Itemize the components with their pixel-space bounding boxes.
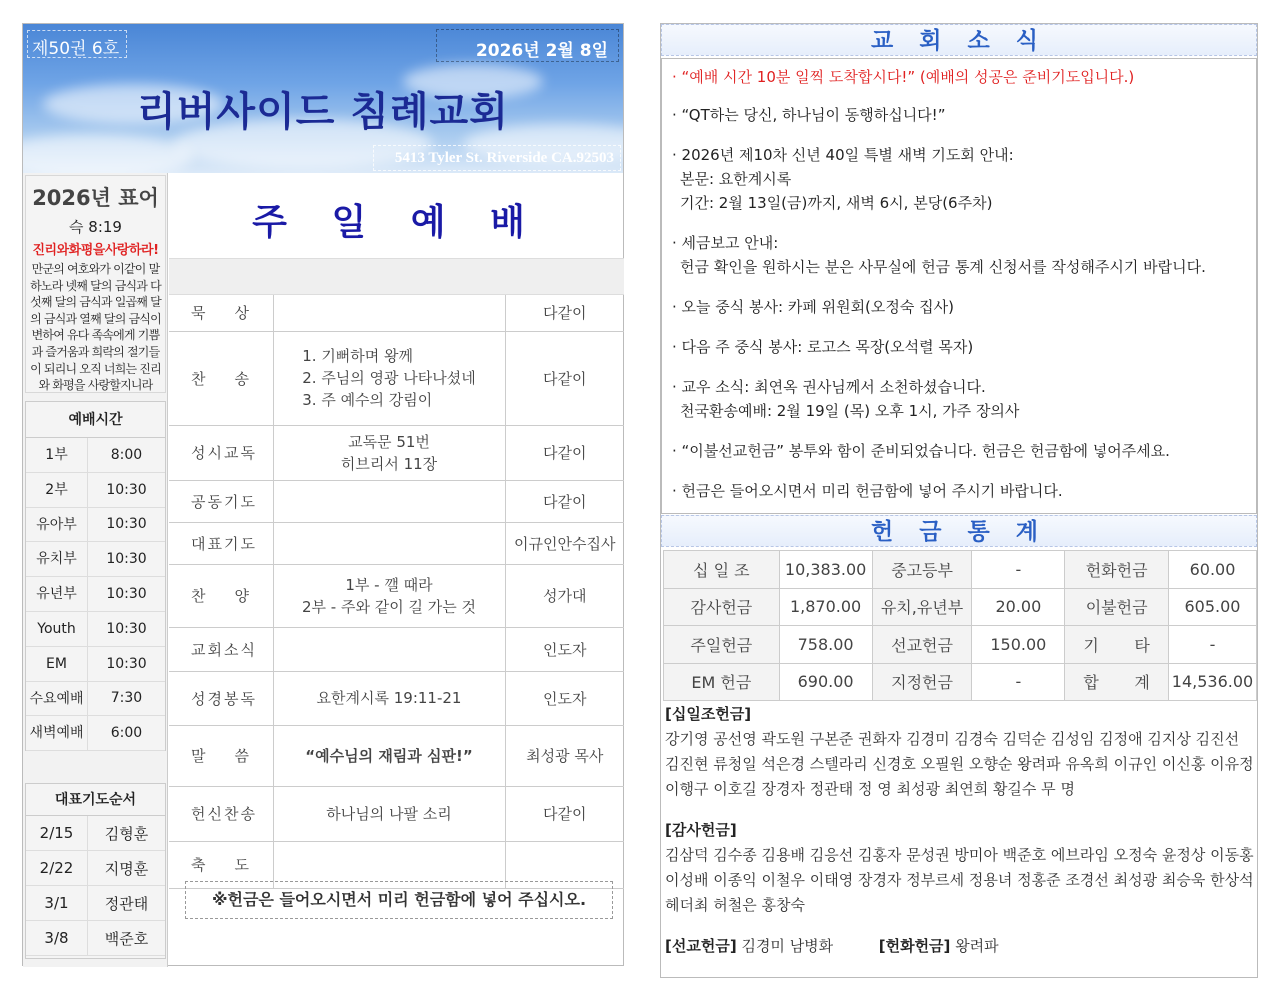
stats-row [664,663,1257,701]
worship-name: 유년부 [26,577,88,611]
stats-label: 이불헌금 [1065,588,1169,626]
stats-label: 선교헌금 [872,626,972,664]
worship-time-row [26,647,165,682]
stats-label: 기 타 [1065,626,1169,664]
prayer-order-title: 대표기도순서 [26,784,165,816]
service-order-row [169,564,624,627]
church-name: 리버사이드 침례교회 [137,89,509,135]
news-item [672,479,1246,503]
tithe-names: 강기영 공선영 곽도원 구본준 권화자 김경미 김경숙 김덕순 김성임 김정애 김지상 김진선 김진현 류청일 석은경 스텔라리 신경호 오필원 오향순 왕려파 유옥희 이규인 이신홍 이유정 이행구 이호길 장경자 정관태 정 영 최성광 최연희 황길수 무 명 [665,730,1254,798]
thanks-donors [665,818,1255,918]
order-content-line: 1부 - 깰 때라 [345,575,433,594]
order-item: 헌신찬송 [169,786,273,841]
order-item: 대표기도 [169,522,273,564]
stats-value: 150.00 [972,626,1065,664]
service-order-row [169,331,624,425]
news-item [672,231,1246,279]
worship-name: 유아부 [26,508,88,542]
prayer-leader: 백준호 [104,929,149,948]
worship-time: 8:00 [110,446,143,463]
stats-row [664,626,1257,664]
news-line: 본문: 요한계시록 [680,170,792,188]
worship-time-row [26,682,165,717]
news-line: 천국환송예배: 2월 19일 (목) 오후 1시, 가주 장의사 [680,402,1020,420]
header-banner [23,24,623,173]
verse-reference: 슥 8:19 [69,218,122,236]
offering-stats-table [663,550,1257,701]
stats-label: 십 일 조 [664,551,780,589]
prayer-date: 2/15 [26,816,88,850]
order-leader: 인도자 [505,671,624,725]
prayer-leader: 김형훈 [104,824,149,843]
stats-value: 60.00 [1169,551,1257,589]
order-content [273,671,505,725]
worship-time: 10:30 [106,586,147,603]
stats-value: 20.00 [972,588,1065,626]
offering-note: ※헌금은 들어오시면서 미리 헌금함에 넣어 주십시오. [185,881,613,919]
worship-time: 7:30 [110,690,143,707]
service-order-row [169,480,624,522]
stats-label: 감사헌금 [664,588,780,626]
service-order-row [169,786,624,841]
order-item: 말 씀 [169,725,273,786]
order-leader: 다같이 [505,331,624,425]
prayer-date: 2/22 [26,851,88,885]
stats-value: 14,536.00 [1169,663,1257,701]
order-item: 성경봉독 [169,671,273,725]
news-line: · 세금보고 안내: [672,234,779,252]
service-subheader-bar [169,258,624,295]
worship-time-row [26,438,165,473]
flower-names: 왕려파 [955,937,999,955]
service-order-table [169,295,624,889]
order-item: 찬 양 [169,564,273,627]
worship-time: 10:30 [106,655,147,672]
worship-time: 6:00 [110,725,143,742]
worship-name: 새벽예배 [26,716,88,750]
worship-name: 2부 [26,473,88,507]
prayer-date: 3/1 [26,886,88,920]
order-content [273,564,505,627]
order-content-line: 2. 주님의 영광 나타나셨네 [302,369,476,387]
order-item: 축 도 [169,841,273,888]
stats-label: EM 헌금 [664,663,780,701]
news-list [661,58,1257,514]
service-order-row [169,295,624,331]
order-content-line: 하나님의 나팔 소리 [326,804,452,823]
prayer-order-row [26,921,165,956]
order-content [273,725,505,786]
order-leader: 최성광 목사 [505,725,624,786]
stats-label: 지정헌금 [872,663,972,701]
stats-value: - [972,663,1065,701]
news-line: 기간: 2월 13일(금)까지, 새벽 6시, 본당(6주차) [680,194,993,212]
volume-number: 제50권 6호 [27,30,127,58]
worship-time-row [26,542,165,577]
order-content-line: 히브리서 11장 [340,454,438,473]
prayer-order-table [25,783,166,959]
stats-row [664,588,1257,626]
news-line: · “QT하는 당신, 하나님이 동행하십니다!” [672,106,946,124]
news-line: · 2026년 제10차 신년 40일 특별 새벽 기도회 안내: [672,146,1014,164]
order-leader: 다같이 [505,425,624,480]
order-content-line: 2부 - 주와 같이 길 가는 것 [302,597,476,616]
service-order-row [169,725,624,786]
prayer-order-row [26,851,165,886]
order-item: 찬 송 [169,331,273,425]
stats-value: - [972,551,1065,589]
news-line: 헌금 확인을 원하시는 분은 사무실에 헌금 통계 신청서를 작성해주시기 바랍니다. [680,258,1206,276]
sidebar [23,173,168,967]
news-line: · 교우 소식: 최연옥 권사님께서 소천하셨습니다. [672,378,986,396]
bulletin-front-page [22,23,624,966]
bulletin-date: 2026년 2월 8일 [436,29,619,62]
church-address: 5413 Tyler St. Riverside CA.92503 [373,145,621,171]
donor-lists [665,702,1255,959]
stats-value: 690.00 [779,663,872,701]
mission-flower-donors [665,934,1255,959]
service-title: 주 일 예 배 [252,202,541,243]
news-item [672,439,1246,463]
motto-theme: 진리와화평을사랑하라! [32,243,159,258]
worship-time-row [26,577,165,612]
news-item [672,295,1246,319]
order-leader: 성가대 [505,564,624,627]
offering-stats-heading: 헌 금 통 계 [661,515,1257,547]
service-order-row [169,627,624,671]
worship-times-table [25,401,166,751]
order-content-line: 교독문 51번 [348,432,430,451]
prayer-date: 3/8 [26,921,88,955]
order-content [273,295,505,331]
worship-name: 수요예배 [26,682,88,716]
mission-label: [선교헌금] [665,937,737,955]
worship-time: 10:30 [106,620,147,637]
stats-label: 유치,유년부 [872,588,972,626]
worship-times-title: 예배시간 [26,402,165,438]
worship-time-row [26,508,165,543]
prayer-order-row [26,816,165,851]
prayer-leader: 지명훈 [104,859,149,878]
news-line: · 오늘 중식 봉사: 카페 위원회(오정숙 집사) [672,298,954,316]
service-order-row [169,522,624,564]
order-leader: 이규인안수집사 [505,522,624,564]
service-order-row [169,425,624,480]
news-item [672,143,1246,215]
order-content [273,522,505,564]
order-content-line: 1. 기뻐하며 왕께 [302,347,414,365]
stats-row [664,551,1257,589]
order-leader: 다같이 [505,295,624,331]
stats-value: 1,870.00 [779,588,872,626]
tithe-label: [십일조헌금] [665,705,752,723]
order-content [273,627,505,671]
worship-name: Youth [26,612,88,646]
service-order-row [169,671,624,725]
worship-time-row [26,473,165,508]
prayer-leader: 정관태 [104,894,149,913]
stats-label: 주일헌금 [664,626,780,664]
worship-name: EM [26,647,88,681]
stats-value: - [1169,626,1257,664]
news-line: · 다음 주 중식 봉사: 로고스 목장(오석렬 목자) [672,338,974,356]
mission-names: 김경미 남병화 [741,937,834,955]
stats-label: 중고등부 [872,551,972,589]
news-heading: 교 회 소 식 [661,24,1257,56]
news-item [672,375,1246,423]
order-leader: 다같이 [505,480,624,522]
worship-time: 10:30 [106,516,147,533]
thanks-label: [감사헌금] [665,821,737,839]
order-leader: 다같이 [505,786,624,841]
worship-time: 10:30 [106,481,147,498]
stats-value: 10,383.00 [779,551,872,589]
news-line: · “이불선교헌금” 봉투와 함이 준비되었습니다. 헌금은 헌금함에 넣어주세요. [672,442,1170,460]
order-item: 묵 상 [169,295,273,331]
order-content-line: 3. 주 예수의 강림이 [302,391,433,409]
order-item: 성시교독 [169,425,273,480]
worship-time-row [26,612,165,647]
order-content [273,425,505,480]
stats-value: 758.00 [779,626,872,664]
bulletin-news-page [660,23,1258,978]
order-content [273,480,505,522]
stats-value: 605.00 [1169,588,1257,626]
news-item [672,103,1246,127]
news-line: · “예배 시간 10분 일찍 도착합시다!” (예배의 성공은 준비기도입니다.) [672,68,1135,86]
yearly-motto-box [25,175,166,393]
flower-label: [헌화헌금] [878,937,951,955]
news-line: · 헌금은 들어오시면서 미리 헌금함에 넣어 주시기 바랍니다. [672,482,1063,500]
order-item: 교회소식 [169,627,273,671]
thanks-names: 김삼덕 김수종 김용배 김응선 김홍자 문성권 방미아 백준호 에브라임 오정숙 윤정상 이동홍 이성배 이종익 이철우 이태영 장경자 정부르세 정용녀 정홍준 조경선 최성광 최승욱 한상석 헤더최 허철은 홍창숙 [665,846,1254,914]
stats-label: 합 계 [1065,663,1169,701]
order-content [273,331,505,425]
tithe-donors [665,702,1255,802]
worship-name: 유치부 [26,542,88,576]
worship-time-row [26,716,165,751]
news-item [672,335,1246,359]
order-content [273,786,505,841]
order-leader: 인도자 [505,627,624,671]
stats-label: 헌화헌금 [1065,551,1169,589]
service-order-section [169,173,624,967]
order-content-line: “예수님의 재림과 심판!” [305,746,473,765]
verse-text: 만군의 여호와가 이같이 말하노라 넷째 달의 금식과 다섯째 달의 금식과 일곱째 달의 금식과 열째 달의 금식이 변하여 유다 족속에게 기쁨과 즐거움과 희락의 절기들이 되리니 오직 너희는 진리와 화평을 사랑할지니라 [30,262,161,393]
worship-time: 10:30 [106,551,147,568]
worship-name: 1부 [26,438,88,472]
motto-title: 2026년 표어 [32,186,159,210]
order-content-line: 요한계시록 19:11-21 [316,689,462,707]
order-item: 공동기도 [169,480,273,522]
prayer-order-row [26,886,165,921]
news-item [672,65,1246,89]
